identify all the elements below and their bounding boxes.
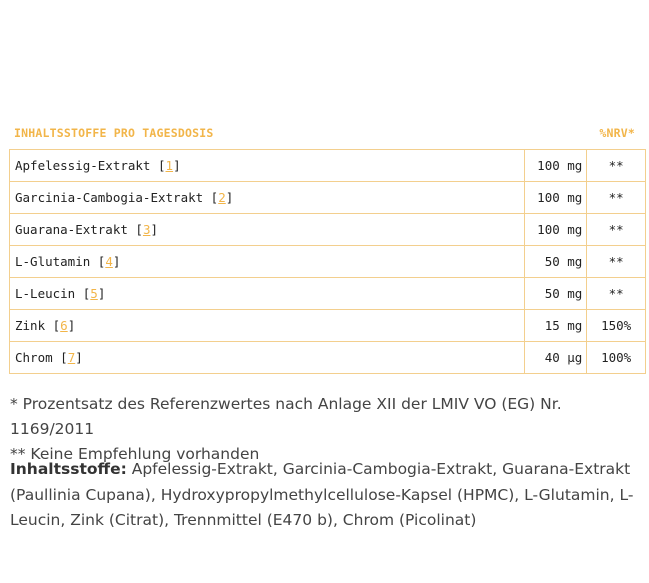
ingredient-name: L-Leucin xyxy=(15,286,76,301)
ingredients-text: Apfelessig-Extrakt, Garcinia-Cambogia-Extrakt, Guarana-Extrakt (Paullinia Cupana), Hydroxypropylmethylcellulose-Kapsel (HPMC), L-Glutamin, L-Leucin, Zink (Citrat), Trennmittel (E470 b), Chrom (Picolinat) xyxy=(10,460,634,529)
table-header-title: INHALTSSTOFFE PRO TAGESDOSIS xyxy=(14,126,214,140)
table-row xyxy=(10,246,646,278)
table-row xyxy=(10,310,646,342)
table-header-nrv: %NRV* xyxy=(599,126,635,140)
amount-cell: 50 mg xyxy=(524,246,587,278)
reference-link[interactable]: 5 xyxy=(90,286,98,301)
nrv-cell: ** xyxy=(587,246,646,278)
nrv-cell: ** xyxy=(587,278,646,310)
amount-cell: 100 mg xyxy=(524,150,587,182)
nrv-cell: 150% xyxy=(587,310,646,342)
nutrient-table xyxy=(9,149,646,374)
amount-cell: 100 mg xyxy=(524,182,587,214)
ingredient-name-cell: Garcinia-Cambogia-Extrakt [2] xyxy=(10,182,525,214)
amount-cell: 100 mg xyxy=(524,214,587,246)
ingredient-name: Garcinia-Cambogia-Extrakt xyxy=(15,190,204,205)
ingredients-paragraph xyxy=(10,457,635,534)
table-row xyxy=(10,214,646,246)
reference-link[interactable]: 3 xyxy=(142,222,151,237)
amount-cell: 15 mg xyxy=(524,310,587,342)
reference-link[interactable]: 7 xyxy=(67,350,76,365)
ingredient-name: Zink xyxy=(15,318,46,333)
ingredient-name-cell: L-Glutamin [4] xyxy=(10,246,525,278)
table-row xyxy=(10,342,646,374)
nrv-cell: ** xyxy=(587,214,646,246)
nrv-cell: ** xyxy=(587,182,646,214)
footnotes xyxy=(10,392,640,467)
reference-link[interactable]: 6 xyxy=(60,318,68,333)
ingredient-name: Guarana-Extrakt xyxy=(15,222,128,237)
reference-link[interactable]: 2 xyxy=(218,190,226,205)
table-header xyxy=(14,126,635,142)
ingredient-name-cell: Zink [6] xyxy=(10,310,525,342)
ingredient-name-cell: Guarana-Extrakt [3] xyxy=(10,214,525,246)
footnote-nrv: * Prozentsatz des Referenzwertes nach Anlage XII der LMIV VO (EG) Nr. 1169/2011 xyxy=(10,395,562,438)
reference-link[interactable]: 1 xyxy=(165,158,174,173)
ingredient-name-cell: Apfelessig-Extrakt [1] xyxy=(10,150,525,182)
table-row xyxy=(10,150,646,182)
table-row xyxy=(10,182,646,214)
ingredient-name-cell: L-Leucin [5] xyxy=(10,278,525,310)
amount-cell: 50 mg xyxy=(524,278,587,310)
ingredients-label: Inhaltsstoffe: xyxy=(10,460,127,478)
amount-cell: 40 µg xyxy=(524,342,587,374)
table-row xyxy=(10,278,646,310)
ingredient-name: Apfelessig-Extrakt xyxy=(15,158,151,173)
ingredient-name-cell: Chrom [7] xyxy=(10,342,525,374)
nrv-cell: ** xyxy=(587,150,646,182)
nrv-cell: 100% xyxy=(587,342,646,374)
footnote-no-recommendation: ** Keine Empfehlung vorhanden xyxy=(10,445,260,463)
ingredient-name: L-Glutamin xyxy=(15,254,91,269)
reference-link[interactable]: 4 xyxy=(105,254,113,269)
ingredient-name: Chrom xyxy=(15,350,53,365)
